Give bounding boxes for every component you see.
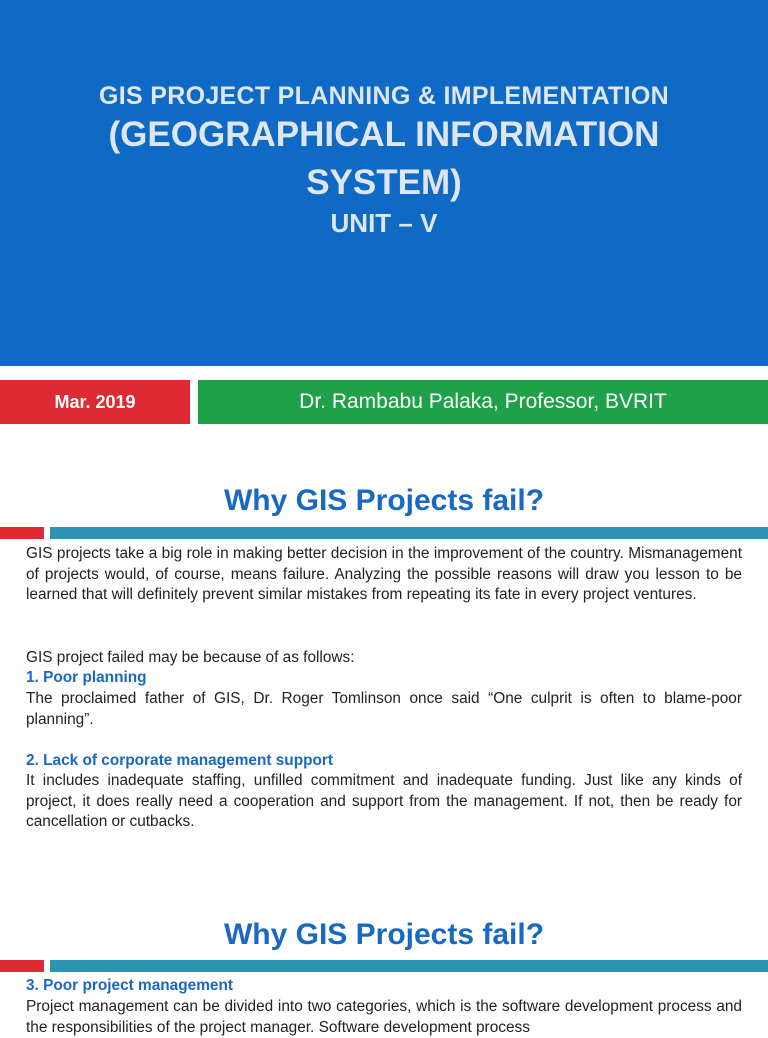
slide-heading: Why GIS Projects fail?: [223, 484, 545, 517]
title-line-1: GIS PROJECT PLANNING & IMPLEMENTATION: [99, 82, 669, 110]
date-text: Mar. 2019: [54, 391, 136, 412]
title-footer: [0, 366, 768, 424]
title-line-2: (GEOGRAPHICAL INFORMATION: [108, 115, 660, 154]
title-line-3: SYSTEM): [306, 163, 462, 202]
heading-rule-red: [0, 527, 44, 539]
reason-title: 2. Lack of corporate management support: [26, 752, 334, 769]
lead-sentence: GIS project failed may be because of as follows:: [26, 649, 355, 666]
author-banner: [198, 380, 768, 424]
reason-text: The proclaimed father of GIS, Dr. Roger Tomlinson once said “One culprit is often to blame-poor planning”.: [26, 690, 742, 728]
reason-title: 3. Poor project management: [26, 977, 233, 994]
heading-rule-teal: [50, 527, 768, 539]
date-badge: [0, 380, 190, 424]
heading-rule-teal: [50, 960, 768, 972]
reason-title: 1. Poor planning: [26, 669, 147, 686]
heading-rule-red: [0, 960, 44, 972]
intro-paragraph: GIS projects take a big role in making better decision in the improvement of the country. Mismanagement of projects would, of course, means failure. Analyzing the possible reasons will draw you lesson to be learned that will definitely prevent similar mistakes from repeating its fate in every project ventures.: [26, 545, 742, 603]
unit-label: UNIT – V: [330, 208, 438, 238]
reason-text: It includes inadequate staffing, unfilled commitment and inadequate funding. Just like any kinds of project, it does really need a cooperation and support from the management. If not, then be ready for cancellation or cutbacks.: [26, 772, 742, 830]
slide-heading: Why GIS Projects fail?: [223, 918, 545, 951]
author-text: Dr. Rambabu Palaka, Professor, BVRIT: [299, 390, 667, 413]
title-slide: [0, 0, 768, 366]
reason-text: Project management can be divided into two categories, which is the software development process and the responsibilities of the project manager. Software development process: [26, 998, 742, 1036]
